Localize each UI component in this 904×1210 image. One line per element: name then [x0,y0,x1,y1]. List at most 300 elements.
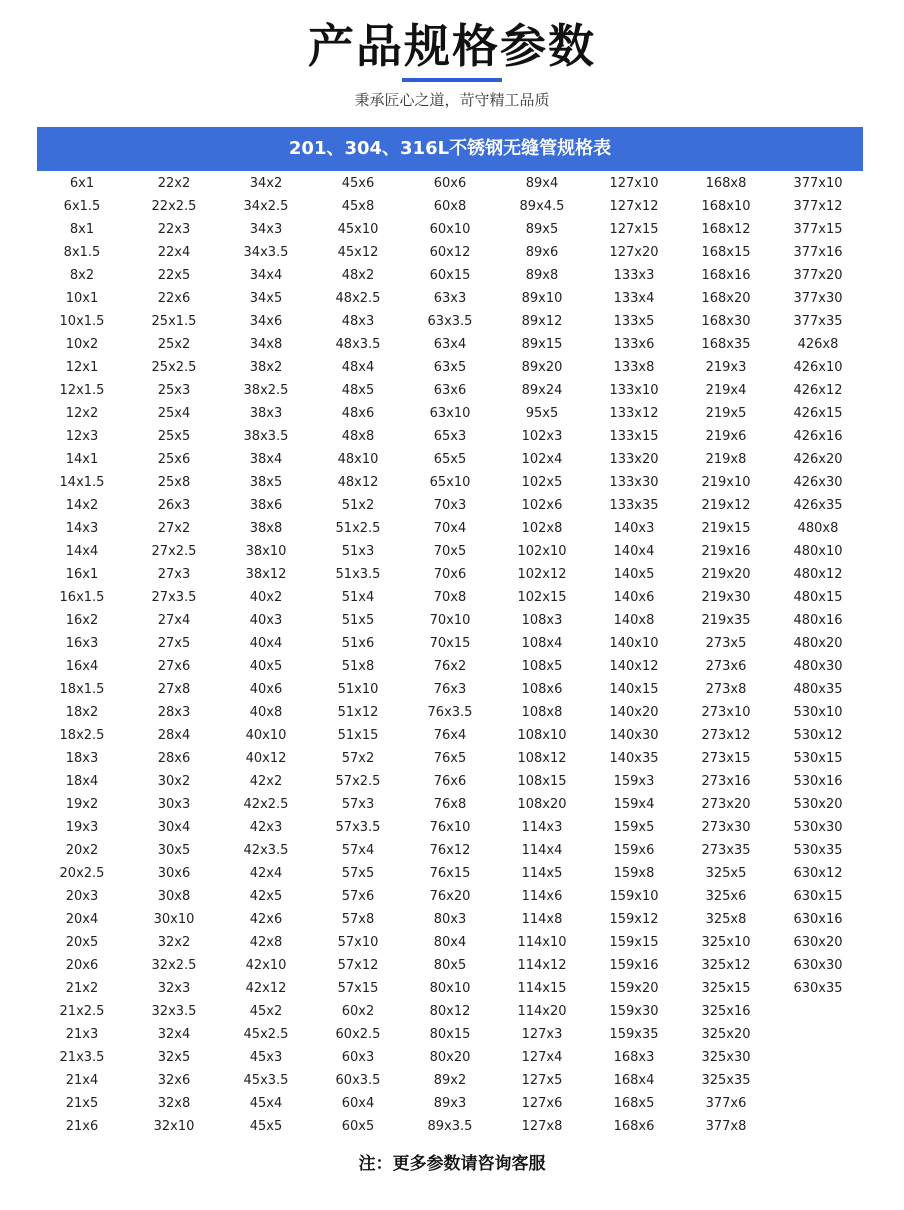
spec-cell: 140x20 [609,705,659,720]
spec-cell: 159x8 [613,866,655,881]
spec-cell: 114x5 [521,866,563,881]
spec-cell: 42x10 [245,958,287,973]
spec-cell: 21x3 [65,1027,99,1042]
spec-cell: 273x35 [701,843,751,858]
spec-cell: 45x4 [249,1096,283,1111]
title-underline [402,78,502,82]
spec-cell: 377x6 [705,1096,747,1111]
spec-cell: 34x6 [249,314,283,329]
spec-cell: 51x3 [341,544,375,559]
spec-cell: 127x10 [609,176,659,191]
spec-cell: 133x4 [613,291,655,306]
page-subtitle: 秉承匠心之道，苛守精工品质 [354,91,550,109]
spec-table [36,172,864,1138]
spec-cell: 25x6 [157,452,191,467]
spec-cell: 57x3 [341,797,375,812]
spec-cell: 133x6 [613,337,655,352]
spec-cell: 89x10 [521,291,563,306]
spec-column [588,172,680,1138]
spec-cell: 6x1.5 [63,199,101,214]
spec-cell: 102x5 [521,475,563,490]
spec-cell: 45x3.5 [243,1073,289,1088]
spec-cell: 16x3 [65,636,99,651]
spec-cell: 20x4 [65,912,99,927]
spec-cell: 51x3.5 [335,567,381,582]
spec-cell: 60x4 [341,1096,375,1111]
spec-cell: 22x5 [157,268,191,283]
spec-cell: 426x20 [793,452,843,467]
spec-cell: 32x4 [157,1027,191,1042]
spec-cell: 60x10 [429,222,471,237]
spec-column [128,172,220,1138]
spec-cell: 12x1 [65,360,99,375]
spec-cell: 19x2 [65,797,99,812]
spec-cell: 45x2 [249,1004,283,1019]
spec-cell: 102x12 [517,567,567,582]
spec-cell: 377x12 [793,199,843,214]
spec-cell: 48x5 [341,383,375,398]
spec-cell: 60x8 [433,199,467,214]
spec-cell: 159x35 [609,1027,659,1042]
spec-cell: 21x3.5 [59,1050,105,1065]
spec-cell: 57x8 [341,912,375,927]
spec-cell: 40x2 [249,590,283,605]
spec-cell: 80x3 [433,912,467,927]
spec-cell: 219x4 [705,383,747,398]
spec-cell: 32x2 [157,935,191,950]
spec-cell: 27x3.5 [151,590,197,605]
spec-cell: 76x2 [433,659,467,674]
spec-cell: 530x12 [793,728,843,743]
spec-cell: 159x4 [613,797,655,812]
spec-cell: 108x5 [521,659,563,674]
spec-cell: 89x5 [525,222,559,237]
spec-cell: 114x20 [517,1004,567,1019]
spec-cell: 133x30 [609,475,659,490]
spec-cell: 16x2 [65,613,99,628]
spec-cell: 159x16 [609,958,659,973]
spec-cell: 168x6 [613,1119,655,1134]
spec-cell: 25x3 [157,383,191,398]
spec-cell: 42x6 [249,912,283,927]
spec-cell: 42x2 [249,774,283,789]
spec-cell: 63x6 [433,383,467,398]
spec-cell: 159x12 [609,912,659,927]
spec-cell: 40x5 [249,659,283,674]
spec-cell: 16x1.5 [59,590,105,605]
spec-cell: 60x3 [341,1050,375,1065]
spec-cell: 426x8 [797,337,839,352]
spec-cell: 30x5 [157,843,191,858]
spec-cell: 12x1.5 [59,383,105,398]
spec-cell: 38x12 [245,567,287,582]
spec-cell: 168x35 [701,337,751,352]
spec-cell: 70x10 [429,613,471,628]
spec-cell: 65x5 [433,452,467,467]
spec-cell: 127x3 [521,1027,563,1042]
spec-cell: 426x12 [793,383,843,398]
spec-cell: 14x2 [65,498,99,513]
spec-cell: 89x3 [433,1096,467,1111]
spec-cell: 273x30 [701,820,751,835]
spec-cell: 60x15 [429,268,471,283]
spec-cell: 530x20 [793,797,843,812]
spec-cell: 76x10 [429,820,471,835]
spec-cell: 8x1.5 [63,245,101,260]
spec-cell: 48x8 [341,429,375,444]
spec-cell: 51x15 [337,728,379,743]
spec-cell: 325x10 [701,935,751,950]
spec-cell: 114x8 [521,912,563,927]
spec-cell: 38x10 [245,544,287,559]
spec-cell: 27x4 [157,613,191,628]
spec-cell: 168x20 [701,291,751,306]
spec-cell: 480x35 [793,682,843,697]
spec-cell: 42x12 [245,981,287,996]
spec-cell: 51x4 [341,590,375,605]
spec-cell: 76x20 [429,889,471,904]
spec-cell: 27x3 [157,567,191,582]
spec-cell: 102x3 [521,429,563,444]
spec-cell: 70x8 [433,590,467,605]
spec-cell: 25x2 [157,337,191,352]
spec-cell: 133x3 [613,268,655,283]
spec-cell: 27x2 [157,521,191,536]
spec-cell: 159x6 [613,843,655,858]
spec-cell: 16x1 [65,567,99,582]
spec-cell: 127x8 [521,1119,563,1134]
spec-cell: 27x8 [157,682,191,697]
spec-cell: 377x20 [793,268,843,283]
spec-cell: 89x2 [433,1073,467,1088]
spec-cell: 480x30 [793,659,843,674]
spec-cell: 325x5 [705,866,747,881]
spec-cell: 45x10 [337,222,379,237]
spec-cell: 140x15 [609,682,659,697]
spec-cell: 159x5 [613,820,655,835]
spec-cell: 102x4 [521,452,563,467]
spec-cell: 108x20 [517,797,567,812]
spec-cell: 51x6 [341,636,375,651]
spec-cell: 32x8 [157,1096,191,1111]
spec-cell: 273x16 [701,774,751,789]
spec-cell: 480x8 [797,521,839,536]
spec-cell: 51x2 [341,498,375,513]
spec-cell: 140x3 [613,521,655,536]
spec-cell: 32x3 [157,981,191,996]
spec-cell: 219x35 [701,613,751,628]
spec-cell: 38x2 [249,360,283,375]
spec-cell: 38x4 [249,452,283,467]
spec-cell: 80x20 [429,1050,471,1065]
spec-cell: 219x10 [701,475,751,490]
spec-cell: 219x8 [705,452,747,467]
spec-cell: 219x20 [701,567,751,582]
spec-cell: 42x2.5 [243,797,289,812]
spec-cell: 25x4 [157,406,191,421]
spec-cell: 273x8 [705,682,747,697]
spec-cell: 133x35 [609,498,659,513]
spec-cell: 28x6 [157,751,191,766]
spec-cell: 60x2 [341,1004,375,1019]
spec-cell: 168x4 [613,1073,655,1088]
spec-cell: 133x5 [613,314,655,329]
spec-cell: 57x2.5 [335,774,381,789]
spec-cell: 70x4 [433,521,467,536]
spec-cell: 42x8 [249,935,283,950]
spec-cell: 32x5 [157,1050,191,1065]
spec-cell: 114x6 [521,889,563,904]
spec-cell: 102x10 [517,544,567,559]
spec-cell: 108x10 [517,728,567,743]
spec-cell: 25x5 [157,429,191,444]
spec-cell: 108x8 [521,705,563,720]
spec-cell: 21x4 [65,1073,99,1088]
spec-cell: 6x1 [69,176,95,191]
spec-cell: 25x8 [157,475,191,490]
spec-cell: 108x4 [521,636,563,651]
spec-cell: 89x24 [521,383,563,398]
page-title: 产品规格参数 [308,19,596,73]
spec-cell: 30x4 [157,820,191,835]
spec-cell: 168x5 [613,1096,655,1111]
spec-cell: 22x2 [157,176,191,191]
spec-cell: 34x2 [249,176,283,191]
spec-cell: 159x3 [613,774,655,789]
spec-cell: 80x4 [433,935,467,950]
spec-cell: 51x10 [337,682,379,697]
spec-cell: 530x30 [793,820,843,835]
spec-cell: 89x3.5 [427,1119,473,1134]
spec-cell: 25x2.5 [151,360,197,375]
spec-cell: 42x3 [249,820,283,835]
spec-cell: 48x2.5 [335,291,381,306]
spec-cell: 48x4 [341,360,375,375]
spec-cell: 18x4 [65,774,99,789]
spec-cell: 273x10 [701,705,751,720]
spec-cell: 45x8 [341,199,375,214]
spec-cell: 34x3 [249,222,283,237]
spec-cell: 630x30 [793,958,843,973]
spec-cell: 140x6 [613,590,655,605]
spec-cell: 32x10 [153,1119,195,1134]
spec-cell: 57x6 [341,889,375,904]
spec-cell: 57x5 [341,866,375,881]
spec-cell: 70x3 [433,498,467,513]
spec-cell: 133x20 [609,452,659,467]
spec-cell: 325x6 [705,889,747,904]
spec-cell: 34x5 [249,291,283,306]
spec-column [220,172,312,1138]
spec-cell: 273x5 [705,636,747,651]
spec-cell: 19x3 [65,820,99,835]
spec-cell: 57x12 [337,958,379,973]
spec-cell: 127x6 [521,1096,563,1111]
spec-cell: 20x2 [65,843,99,858]
spec-cell: 40x3 [249,613,283,628]
spec-cell: 377x10 [793,176,843,191]
spec-cell: 18x3 [65,751,99,766]
spec-cell: 219x15 [701,521,751,536]
spec-cell: 219x6 [705,429,747,444]
spec-cell: 57x4 [341,843,375,858]
spec-cell: 21x5 [65,1096,99,1111]
spec-cell: 34x8 [249,337,283,352]
spec-cell: 114x3 [521,820,563,835]
spec-cell: 76x3 [433,682,467,697]
spec-cell: 108x15 [517,774,567,789]
spec-cell: 32x3.5 [151,1004,197,1019]
spec-cell: 114x10 [517,935,567,950]
spec-cell: 60x3.5 [335,1073,381,1088]
spec-cell: 630x15 [793,889,843,904]
spec-cell: 76x6 [433,774,467,789]
spec-cell: 219x12 [701,498,751,513]
spec-cell: 140x5 [613,567,655,582]
spec-cell: 426x15 [793,406,843,421]
spec-cell: 14x1.5 [59,475,105,490]
spec-cell: 48x12 [337,475,379,490]
spec-cell: 127x5 [521,1073,563,1088]
footer-note: 注：更多参数请咨询客服 [358,1154,546,1174]
spec-cell: 22x2.5 [151,199,197,214]
spec-cell: 325x35 [701,1073,751,1088]
spec-cell: 80x10 [429,981,471,996]
spec-cell: 60x6 [433,176,467,191]
spec-cell: 20x2.5 [59,866,105,881]
spec-cell: 89x15 [521,337,563,352]
spec-cell: 95x5 [525,406,559,421]
spec-cell: 30x3 [157,797,191,812]
spec-cell: 51x2.5 [335,521,381,536]
spec-cell: 27x6 [157,659,191,674]
spec-cell: 89x8 [525,268,559,283]
spec-cell: 133x12 [609,406,659,421]
spec-cell: 140x35 [609,751,659,766]
spec-cell: 38x8 [249,521,283,536]
spec-cell: 32x2.5 [151,958,197,973]
spec-cell: 20x3 [65,889,99,904]
spec-cell: 20x5 [65,935,99,950]
spec-cell: 63x5 [433,360,467,375]
spec-cell: 26x3 [157,498,191,513]
spec-cell: 159x20 [609,981,659,996]
spec-cell: 25x1.5 [151,314,197,329]
spec-cell: 114x4 [521,843,563,858]
spec-cell: 325x8 [705,912,747,927]
spec-cell: 14x1 [65,452,99,467]
spec-cell: 48x6 [341,406,375,421]
spec-cell: 60x5 [341,1119,375,1134]
spec-cell: 70x5 [433,544,467,559]
spec-cell: 28x3 [157,705,191,720]
spec-cell: 45x12 [337,245,379,260]
spec-cell: 325x30 [701,1050,751,1065]
spec-cell: 27x2.5 [151,544,197,559]
spec-cell: 133x8 [613,360,655,375]
spec-cell: 377x8 [705,1119,747,1134]
table-banner: 201、304、316L不锈钢无缝管规格表 [37,127,863,171]
spec-cell: 48x3 [341,314,375,329]
spec-cell: 480x20 [793,636,843,651]
spec-cell: 530x15 [793,751,843,766]
spec-cell: 51x12 [337,705,379,720]
spec-cell: 8x1 [69,222,95,237]
spec-cell: 219x5 [705,406,747,421]
spec-cell: 8x2 [69,268,95,283]
spec-cell: 168x16 [701,268,751,283]
spec-cell: 630x16 [793,912,843,927]
spec-cell: 377x30 [793,291,843,306]
spec-cell: 127x15 [609,222,659,237]
spec-cell: 22x4 [157,245,191,260]
spec-cell: 127x4 [521,1050,563,1065]
spec-cell: 480x10 [793,544,843,559]
spec-cell: 10x1.5 [59,314,105,329]
spec-cell: 65x3 [433,429,467,444]
spec-cell: 38x6 [249,498,283,513]
spec-cell: 108x3 [521,613,563,628]
spec-cell: 168x30 [701,314,751,329]
spec-column [404,172,496,1138]
spec-cell: 60x12 [429,245,471,260]
spec-cell: 38x3 [249,406,283,421]
spec-cell: 22x3 [157,222,191,237]
spec-cell: 57x10 [337,935,379,950]
spec-cell: 168x8 [705,176,747,191]
spec-cell: 76x4 [433,728,467,743]
spec-cell: 89x4 [525,176,559,191]
spec-cell: 21x2 [65,981,99,996]
spec-cell: 114x12 [517,958,567,973]
spec-cell: 45x6 [341,176,375,191]
spec-cell: 76x12 [429,843,471,858]
spec-cell: 51x8 [341,659,375,674]
spec-cell: 127x12 [609,199,659,214]
spec-cell: 426x16 [793,429,843,444]
spec-cell: 30x6 [157,866,191,881]
spec-cell: 57x15 [337,981,379,996]
spec-column [36,172,128,1138]
spec-cell: 45x5 [249,1119,283,1134]
spec-cell: 325x15 [701,981,751,996]
spec-cell: 57x2 [341,751,375,766]
spec-cell: 42x3.5 [243,843,289,858]
spec-cell: 127x20 [609,245,659,260]
spec-cell: 30x8 [157,889,191,904]
spec-cell: 70x15 [429,636,471,651]
spec-cell: 14x4 [65,544,99,559]
spec-cell: 80x15 [429,1027,471,1042]
spec-cell: 159x10 [609,889,659,904]
spec-cell: 168x15 [701,245,751,260]
spec-cell: 80x5 [433,958,467,973]
spec-cell: 42x5 [249,889,283,904]
spec-column [772,172,864,1138]
spec-cell: 14x3 [65,521,99,536]
spec-column [312,172,404,1138]
spec-cell: 22x6 [157,291,191,306]
spec-cell: 325x16 [701,1004,751,1019]
spec-cell: 38x2.5 [243,383,289,398]
spec-cell: 530x10 [793,705,843,720]
spec-cell: 114x15 [517,981,567,996]
spec-cell: 60x2.5 [335,1027,381,1042]
spec-cell: 530x16 [793,774,843,789]
spec-cell: 102x6 [521,498,563,513]
spec-cell: 89x12 [521,314,563,329]
spec-cell: 273x12 [701,728,751,743]
